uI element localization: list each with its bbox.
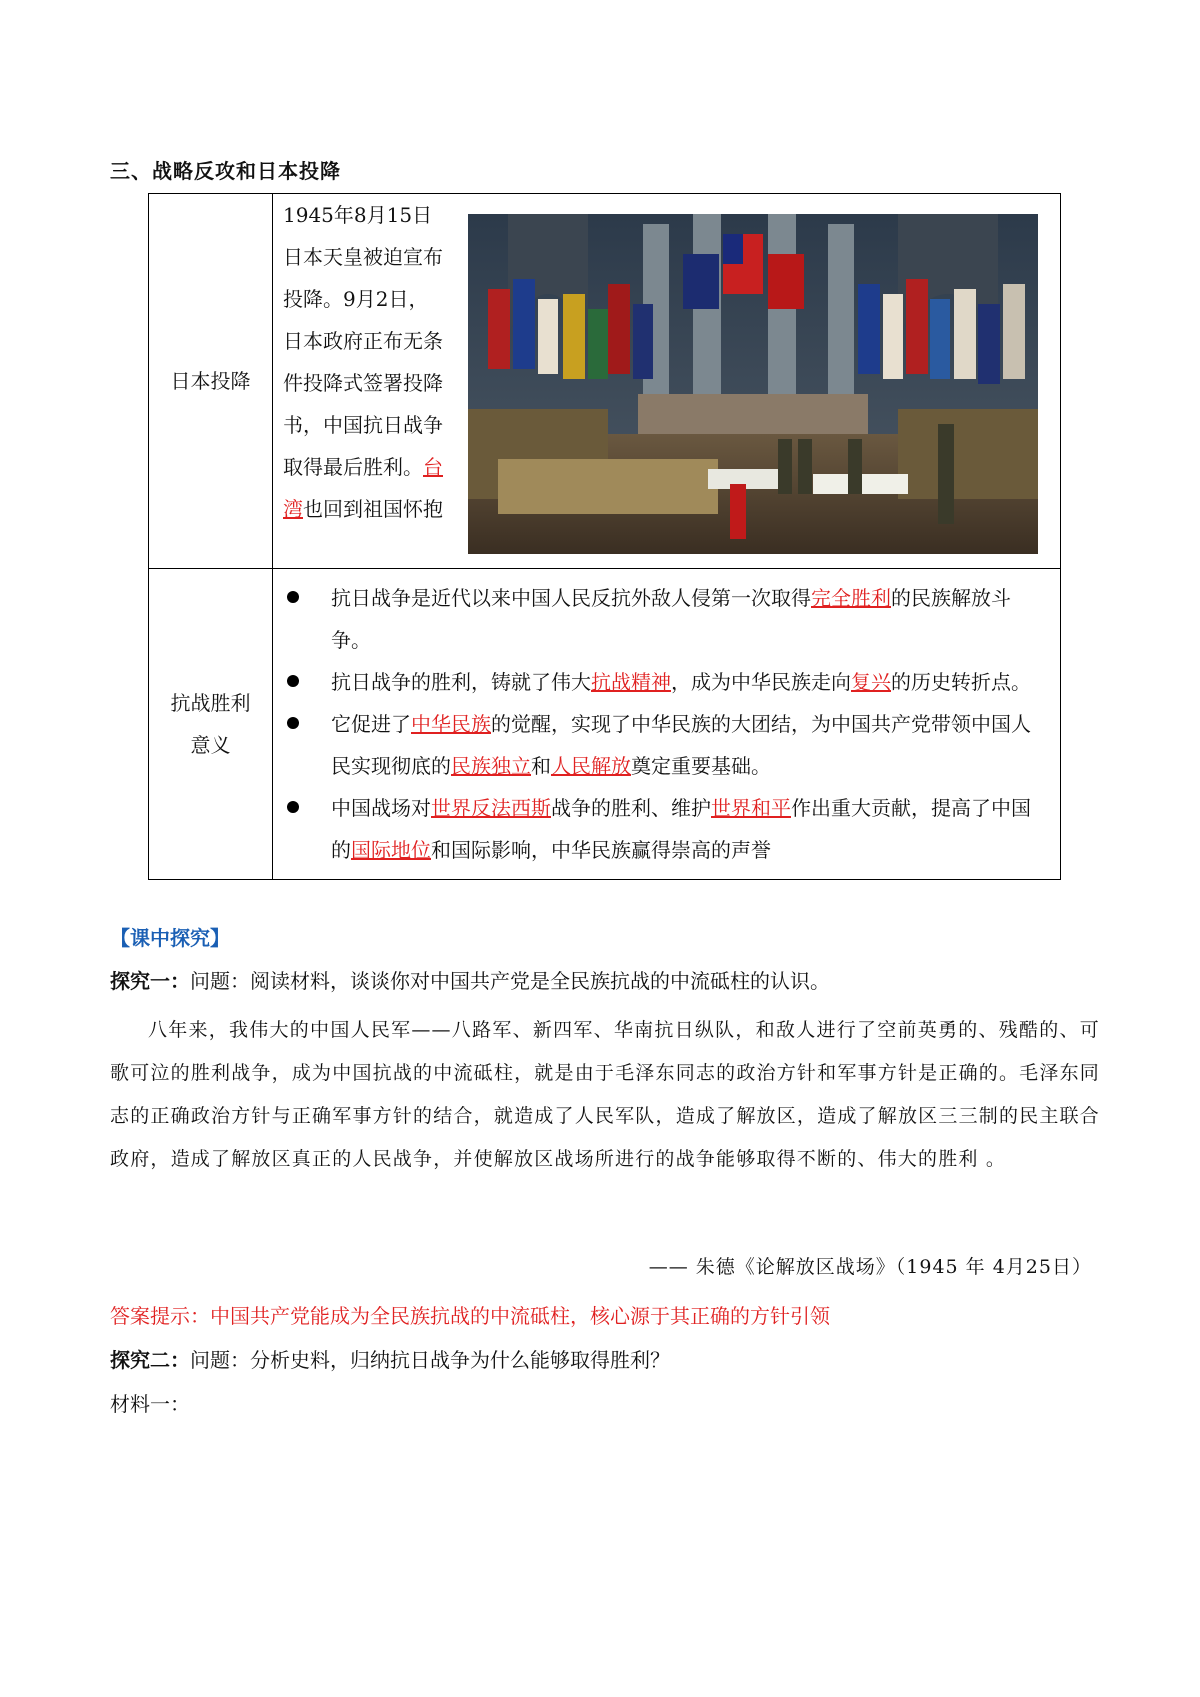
bullet-icon — [287, 801, 299, 813]
bullet-icon — [287, 717, 299, 729]
surrender-text-main: 1945年8月15日日本天皇被迫宣布投降。9月2日，日本政府正布无条件投降式签署投降书，中国抗日战争取得最后胜利。 — [283, 203, 443, 479]
label-line-1: 抗战胜利 — [170, 691, 251, 715]
surrender-text — [283, 194, 448, 530]
inquiry-2-label: 探究二： — [110, 1348, 190, 1372]
list-item — [287, 577, 1050, 661]
quote-paragraph: 八年来，我伟大的中国人民军——八路军、新四军、华南抗日纵队，和敌人进行了空前英勇的、残酷的、可歌可泣的胜利战争，成为中国抗战的中流砥柱，就是由于毛泽东同志的政治方针和军事方针是正确的。毛泽东同志的正确政治方针与正确军事方针的结合，就造成了人民军队，造成了解放区，造成了解放区三三制的民主联合政府，造成了解放区真正的人民战争，并使解放区战场所进行的战争能够取得不断的、伟大的胜利 。 — [110, 1019, 1100, 1170]
inquiry-heading: 【课中探究】 — [110, 926, 230, 950]
highlight: 人民解放 — [551, 754, 631, 778]
surrender-text-end: 也回到祖国怀抱 — [303, 497, 443, 521]
highlight: 复兴 — [851, 670, 891, 694]
text: 奠定重要基础。 — [631, 754, 771, 778]
list-item — [287, 703, 1050, 787]
row-label-significance — [149, 569, 273, 880]
significance-list — [273, 569, 1060, 879]
highlight: 完全胜利 — [811, 586, 891, 610]
list-item — [287, 787, 1050, 871]
highlight: 世界和平 — [711, 796, 791, 820]
highlight: 中华民族 — [411, 712, 491, 736]
highlight: 抗战精神 — [591, 670, 671, 694]
row-label-surrender: 日本投降 — [149, 194, 273, 569]
inquiry-1-text: 问题：阅读材料，谈谈你对中国共产党是全民族抗战的中流砥柱的认识。 — [190, 969, 830, 993]
row-content-significance — [273, 569, 1061, 880]
text: 和 — [531, 754, 551, 778]
highlight: 国际地位 — [351, 838, 431, 862]
text: 的历史转折点。 — [891, 670, 1031, 694]
text: 作出重大贡献，提高了中国的 — [331, 796, 1031, 862]
surrender-ceremony-photo — [468, 214, 1038, 554]
highlight-taiwan: 台湾 — [283, 455, 443, 521]
text: 抗日战争的胜利，铸就了伟大 — [331, 670, 591, 694]
material-1-label: 材料一： — [110, 1392, 190, 1416]
quote-citation: —— 朱德《论解放区战场》（1945 年 4月25日） — [648, 1256, 1092, 1278]
highlight: 民族独立 — [451, 754, 531, 778]
text: 它促进了 — [331, 712, 411, 736]
summary-table — [148, 193, 1061, 880]
table-row-significance — [149, 569, 1061, 880]
inquiry-1-label: 探究一： — [110, 969, 190, 993]
section-title: 三、战略反攻和日本投降 — [110, 159, 341, 183]
table-row-surrender — [149, 194, 1061, 569]
label-line-2: 意义 — [190, 733, 231, 757]
bullet-icon — [287, 675, 299, 687]
answer-hint: 答案提示：中国共产党能成为全民族抗战的中流砥柱，核心源于其正确的方针引领 — [110, 1304, 830, 1328]
inquiry-2-text: 问题：分析史料，归纳抗日战争为什么能够取得胜利？ — [190, 1348, 670, 1372]
bullet-icon — [287, 591, 299, 603]
text: 战争的胜利、维护 — [551, 796, 711, 820]
text: 的觉醒，实现了中华民族的大团结，为中国共产党带领中国人民实现彻底的 — [331, 712, 1031, 778]
list-item — [287, 661, 1050, 703]
inquiry-1 — [110, 965, 830, 994]
inquiry-2 — [110, 1344, 670, 1373]
text: ，成为中华民族走向 — [671, 670, 851, 694]
row-content-surrender — [273, 194, 1061, 569]
highlight: 世界反法西斯 — [431, 796, 551, 820]
text: 和国际影响，中华民族赢得崇高的声誉 — [431, 838, 771, 862]
text: 抗日战争是近代以来中国人民反抗外敌人侵第一次取得 — [331, 586, 811, 610]
text: 中国战场对 — [331, 796, 431, 820]
text: 的民族解放斗争。 — [331, 586, 1011, 652]
